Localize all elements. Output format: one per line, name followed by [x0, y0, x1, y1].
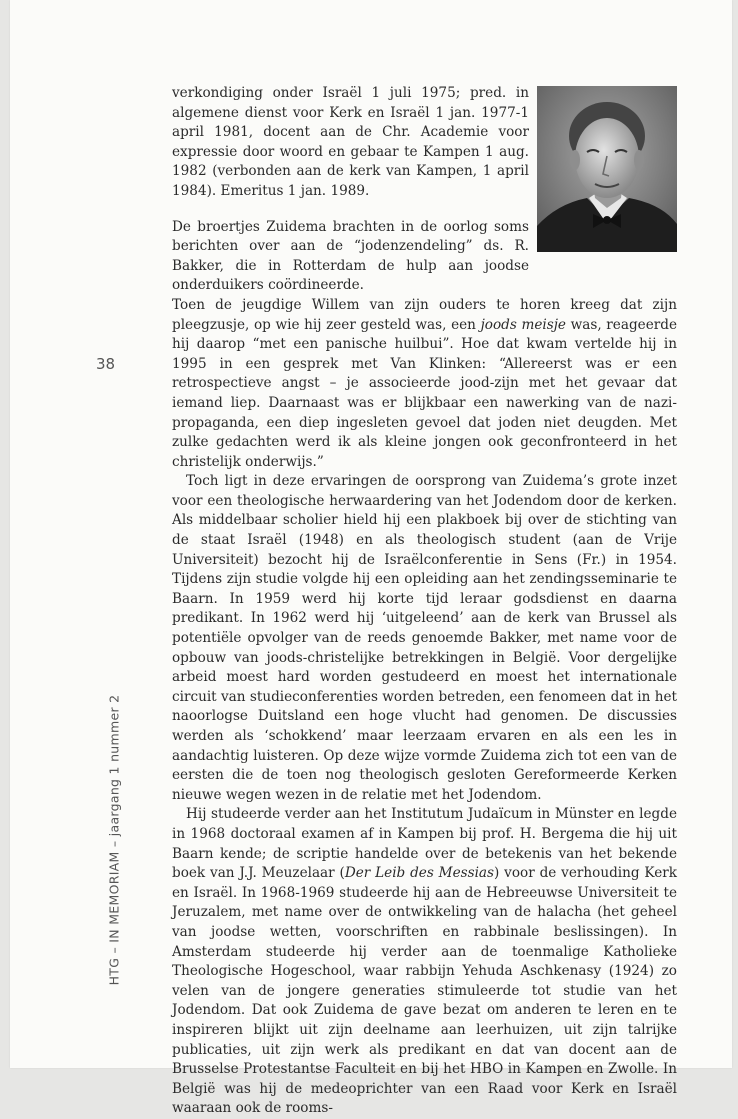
- paragraph-studies-part-b: ) voor de verhouding Kerk en Israël. In 1968-1969 studeerde hij aan de Hebreeuwse Universiteit te Jeruzalem, met name over de ontwikkeling van de halacha (het geheel van joodse wetten, voorschriften en rabbinale beslissingen). In Amsterdam studeerde hij verder aan de toenmalige Katholieke Theologische Hogeschool, waar rabbijn Yehuda Aschkenasy (1924) zo velen van de jongere generaties stimuleerde tot studie van het Jodendom. Dat ook Zuidema de gave bezat om anderen te leren en te inspireren blijkt uit zijn deelname aan leerhuizen, uit zijn talrijke publicaties, uit zijn werk als predikant en dat van docent aan de Brusselse Protestantse Faculteit en bij het HBO in Kampen en Zwolle. In België was hij de medeoprichter van een Raad voor Kerk en Israël waaraan ook de rooms-: [172, 865, 678, 1117]
- paragraph-wartime: [172, 218, 677, 473]
- paragraph-studies: [172, 805, 677, 1119]
- article-text: [172, 84, 677, 1119]
- paragraph-wartime-part-b: was, reageerde hij daarop “met een panische huilbui”. Hoe dat kwam vertelde hij in 1995 in een gesprek met Van Klinken: “Allereerst was er een retrospectieve angst – je associeerde jood-zijn met het gevaar dat iemand liep. Daarnaast was er blijkbaar een nawerking van de nazi-propaganda, een diep ingesleten gevoel dat joden niet deugden. Met zulke gedachten werd ik als kleine jongen ook geconfronteerd in het christelijk onderwijs.”: [172, 316, 677, 470]
- book-page: [10, 0, 732, 1117]
- paragraph-studies-part-a: Hij studeerde verder aan het Institutum Judaïcum in Münster en legde in 1968 doctoraal examen af in Kampen bij prof. H. Bergema die hij uit Baarn kende; de scriptie handelde over de betekenis van het bekende boek van J.J. Meuzelaar (: [172, 806, 677, 882]
- emphasis-book-title: Der Leib des Messias: [344, 865, 495, 882]
- paragraph-origins: Toch ligt in deze ervaringen de oorsprong van Zuidema’s grote inzet voor een theologische herwaardering van het Jodendom door de kerken. Als middelbaar scholier hield hij een plakboek bij over de stichting van de staat Israël (1948) en als theologisch student (aan de Vrije Universiteit) bezocht hij de Israëlconferentie in Sens (Fr.) in 1954. Tijdens zijn studie volgde hij een opleiding aan het zendingsseminarie te Baarn. In 1959 werd hij korte tijd leraar godsdienst en daarna predikant. In 1962 werd hij ‘uitgeleend’ aan de kerk van Brussel als potentiële opvolger van de reeds genoemde Bakker, met name voor de opbouw van joods-christelijke betrekkingen in België. Voor dergelijke arbeid moest hard worden gestudeerd en moest het internationale circuit van studieconferenties worden betreden, een fenomeen dat in het naoorlogse Duitsland een hoge vlucht had genomen. De discussies werden als ‘schokkend’ maar leerzaam ervaren en als een les in aandachtig luisteren. Op deze wijze vormde Zuidema zich tot een van de eersten die de toen nog theologisch gesloten Gereformeerde Kerken nieuwe wegen wezen in de relatie met het Jodendom.: [172, 473, 677, 803]
- career-summary: verkondiging onder Israël 1 juli 1975; pred. in algemene dienst voor Kerk en Israël 1 jan. 1977-1 april 1981, docent aan de Chr. Academie voor expressie door woord en gebaar te Kampen 1 aug. 1982 (verbonden aan de kerk van Kampen, 1 april 1984). Emeritus 1 jan. 1989.: [172, 85, 529, 199]
- running-head: HTG – IN MEMORIAM – jaargang 1 nummer 2: [106, 694, 122, 986]
- page-number: 38: [96, 355, 116, 373]
- paragraph-wartime-part-a: Toen de jeugdige Willem van zijn ouders te horen kreeg dat zijn pleegzusje, op wie hij zeer gesteld was, een: [172, 296, 677, 333]
- emphasis-joods-meisje: joods meisje: [480, 316, 566, 333]
- paragraph-wartime-lead: De broertjes Zuidema brachten in de oorlog soms berichten over aan de “jodenzendeling” ds. R. Bakker, die in Rotterdam de hulp aan joodse onderduikers coördineerde.: [172, 218, 529, 294]
